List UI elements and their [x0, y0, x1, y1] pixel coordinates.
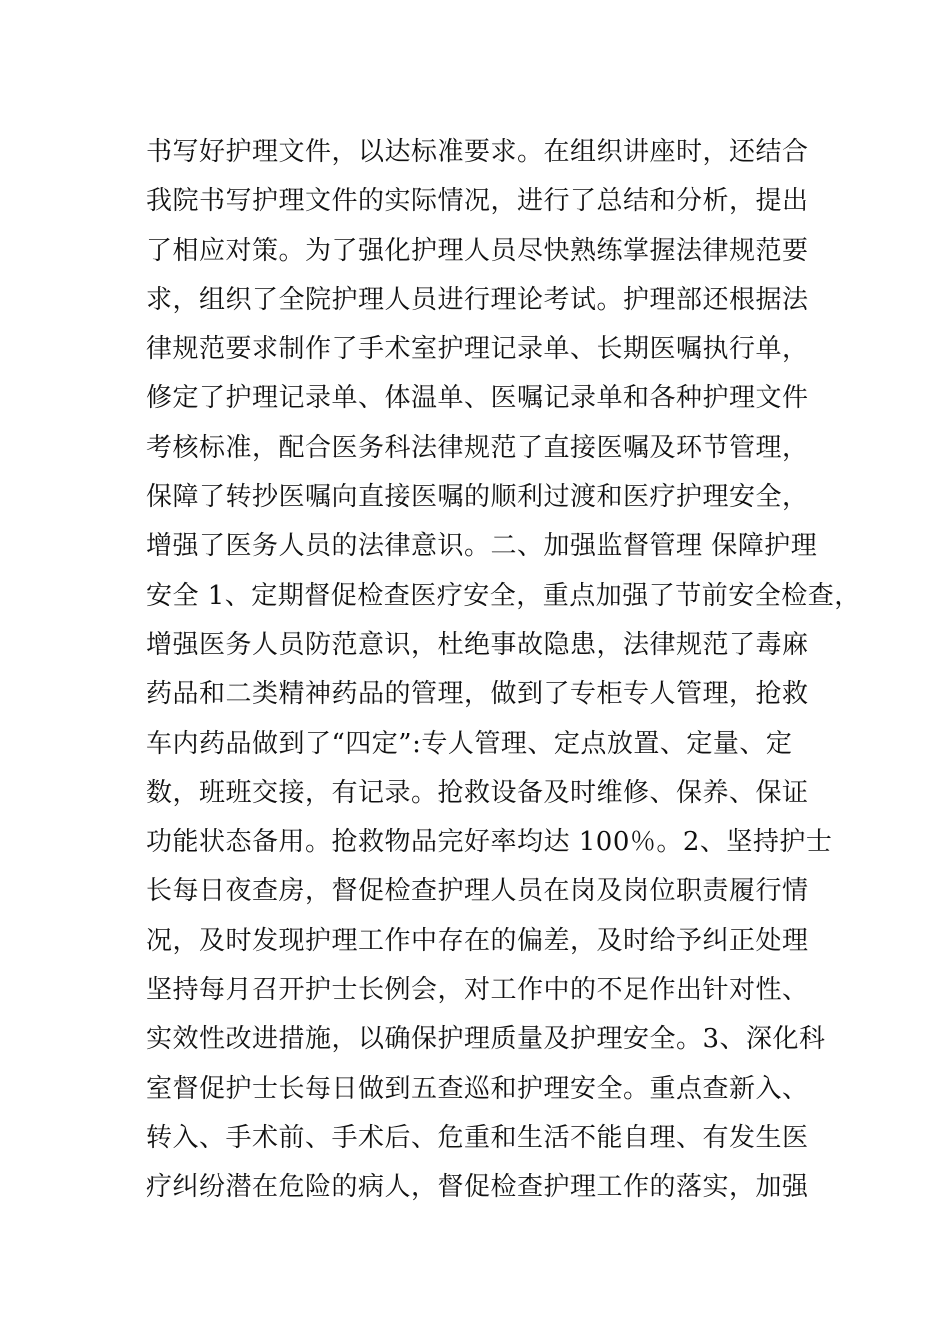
text-line-9: 增强了医务人员的法律意识。二、加强监督管理 保障护理 — [146, 531, 818, 562]
text-line-12: 药品和二类精神药品的管理，做到了专柜专人管理，抢救 — [146, 679, 809, 710]
text-line-17: 况，及时发现护理工作中存在的偏差，及时给予纠正处理 — [146, 925, 809, 956]
text-line-15: 功能状态备用。抢救物品完好率均达 100％。2、坚持护士 — [146, 827, 833, 858]
text-line-1: 书写好护理文件，以达标准要求。在组织讲座时，还结合 — [146, 137, 809, 167]
text-line-4: 求，组织了全院护理人员进行理论考试。护理部还根据法 — [146, 284, 809, 315]
text-line-16: 长每日夜查房，督促检查护理人员在岗及岗位职责履行情 — [146, 876, 809, 907]
text-line-7: 考核标准，配合医务科法律规范了直接医嘱及环节管理， — [146, 432, 809, 463]
body-text — [146, 128, 861, 1213]
text-line-21: 转入、手术前、手术后、危重和生活不能自理、有发生医 — [146, 1122, 809, 1153]
text-line-20: 室督促护士长每日做到五查巡和护理安全。重点查新入、 — [146, 1073, 809, 1104]
text-line-6: 修定了护理记录单、体温单、医嘱记录单和各种护理文件 — [146, 383, 809, 414]
text-line-13: 车内药品做到了“四定”:专人管理、定点放置、定量、定 — [146, 728, 793, 759]
text-line-8: 保障了转抄医嘱向直接医嘱的顺利过渡和医疗护理安全， — [146, 482, 809, 513]
text-line-3: 了相应对策。为了强化护理人员尽快熟练掌握法律规范要 — [146, 235, 809, 266]
text-line-10: 安全 1、定期督促检查医疗安全，重点加强了节前安全检查， — [146, 580, 861, 611]
text-line-14: 数，班班交接，有记录。抢救设备及时维修、保养、保证 — [146, 777, 809, 808]
text-line-18: 坚持每月召开护士长例会，对工作中的不足作出针对性、 — [146, 975, 809, 1006]
text-line-5: 律规范要求制作了手术室护理记录单、长期医嘱执行单， — [146, 334, 809, 365]
text-line-11: 增强医务人员防范意识，杜绝事故隐患，法律规范了毒麻 — [146, 629, 809, 660]
text-line-19: 实效性改进措施，以确保护理质量及护理安全。3、深化科 — [146, 1024, 826, 1055]
text-line-2: 我院书写护理文件的实际情况，进行了总结和分析，提出 — [146, 186, 809, 217]
text-line-22: 疗纠纷潜在危险的病人，督促检查护理工作的落实，加强 — [146, 1172, 809, 1203]
